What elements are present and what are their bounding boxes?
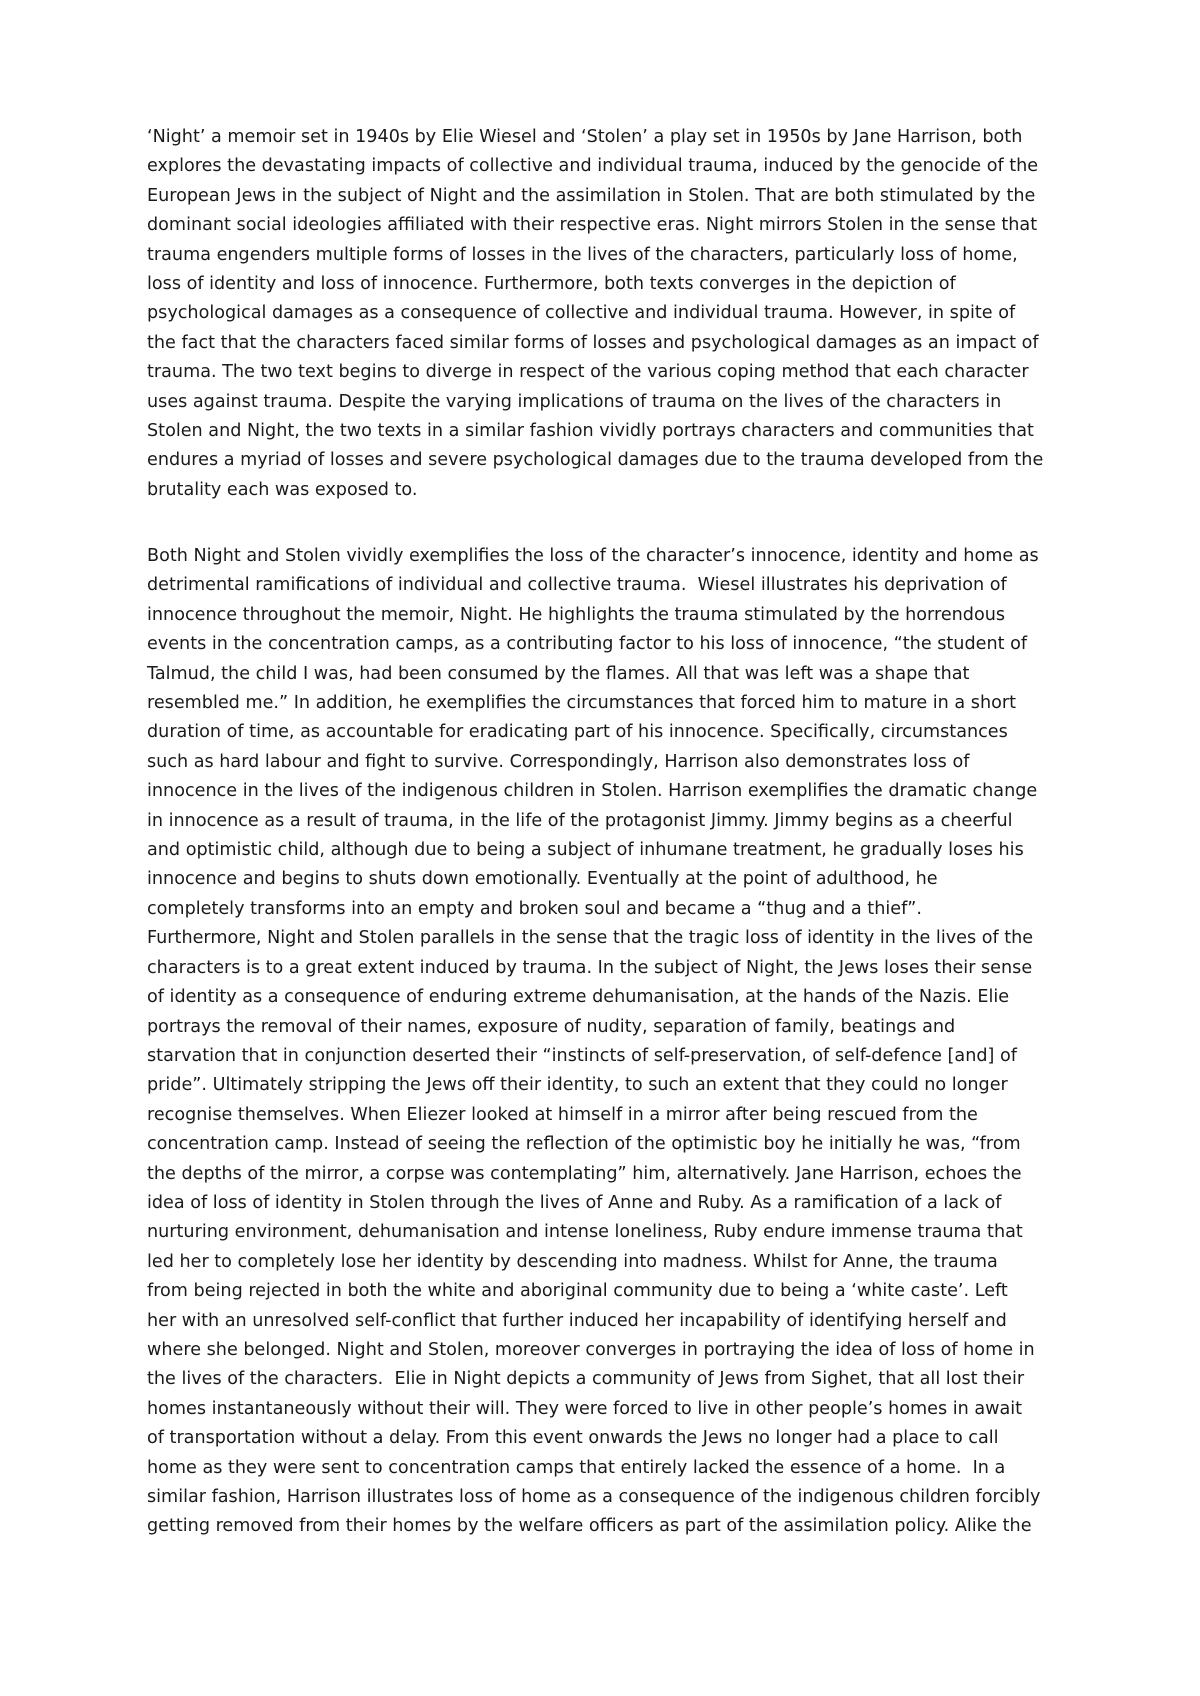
text-line: nurturing environment, dehumanisation and intense loneliness, Ruby endure immense trauma that	[147, 1222, 1023, 1243]
paragraph-2	[147, 542, 1067, 1542]
text-line: ‘Night’ a memoir set in 1940s by Elie Wiesel and ‘Stolen’ a play set in 1950s by Jane Harrison, both	[147, 127, 1023, 147]
text-line: the fact that the characters faced similar forms of losses and psychological damages as an impact of	[147, 332, 1039, 353]
text-line: concentration camp. Instead of seeing the reflection of the optimistic boy he initially he was, “from	[147, 1134, 1021, 1155]
text-line: home as they were sent to concentration camps that entirely lacked the essence of a home. In a	[147, 1457, 1006, 1478]
text-line: starvation that in conjunction deserted their “instincts of self-preservation, of self-defence [and] of	[147, 1045, 1017, 1066]
text-line: the lives of the characters. Elie in Night depicts a community of Jews from Sighet, that all lost their	[147, 1369, 1025, 1390]
text-line: European Jews in the subject of Night and the assimilation in Stolen. That are both stimulated by the	[147, 185, 1036, 206]
text-line: her with an unresolved self-conflict that further induced her incapability of identifying herself and	[147, 1310, 1007, 1331]
text-line: recognise themselves. When Eliezer looked at himself in a mirror after being rescued from the	[147, 1104, 978, 1125]
text-line: innocence throughout the memoir, Night. He highlights the trauma stimulated by the horrendous	[147, 604, 1006, 625]
text-line: innocence in the lives of the indigenous children in Stolen. Harrison exemplifies the dramatic change	[147, 781, 1038, 802]
text-line: dominant social ideologies affiliated with their respective eras. Night mirrors Stolen in the sense that	[147, 215, 1038, 236]
text-line: led her to completely lose her identity by descending into madness. Whilst for Anne, the trauma	[147, 1251, 998, 1272]
text-line: getting removed from their homes by the welfare officers as part of the assimilation policy. Alike the	[147, 1516, 1032, 1537]
text-line: idea of loss of identity in Stolen through the lives of Anne and Ruby. As a ramification of a lack of	[147, 1192, 1002, 1213]
text-line: brutality each was exposed to.	[147, 479, 418, 500]
text-line: Talmud, the child I was, had been consumed by the flames. All that was left was a shape that	[147, 663, 970, 684]
text-line: resembled me.” In addition, he exemplifies the circumstances that forced him to mature in a short	[147, 693, 1016, 714]
text-line: characters is to a great extent induced by trauma. In the subject of Night, the Jews loses their sense	[147, 957, 1033, 978]
text-line: explores the devastating impacts of collective and individual trauma, induced by the genocide of the	[147, 156, 1039, 177]
text-line: and optimistic child, although due to being a subject of inhumane treatment, he gradually loses his	[147, 840, 1024, 861]
text-line: Stolen and Night, the two texts in a similar fashion vividly portrays characters and communities that	[147, 421, 1034, 442]
text-line: portrays the removal of their names, exposure of nudity, separation of family, beatings and	[147, 1016, 956, 1037]
text-line: homes instantaneously without their will. They were forced to live in other people’s homes in await	[147, 1398, 1023, 1419]
text-line: such as hard labour and fight to survive. Correspondingly, Harrison also demonstrates loss of	[147, 751, 970, 772]
text-line: detrimental ramifications of individual and collective trauma. Wiesel illustrates his deprivation of	[147, 575, 1007, 596]
text-line: psychological damages as a consequence of collective and individual trauma. However, in spite of	[147, 303, 1016, 324]
text-line: endures a myriad of losses and severe psychological damages due to the trauma developed from the	[147, 450, 1044, 471]
text-line: Furthermore, Night and Stolen parallels in the sense that the tragic loss of identity in the lives of the	[147, 928, 1034, 949]
text-line: the depths of the mirror, a corpse was contemplating” him, alternatively. Jane Harrison, echoes the	[147, 1163, 1022, 1184]
text-line: similar fashion, Harrison illustrates loss of home as a consequence of the indigenous children forcibly	[147, 1487, 1041, 1507]
text-line: duration of time, as accountable for eradicating part of his innocence. Specifically, circumstances	[147, 722, 1008, 743]
text-line: Both Night and Stolen vividly exemplifies the loss of the character’s innocence, identity and home as	[147, 546, 1039, 566]
text-line: loss of identity and loss of innocence. Furthermore, both texts converges in the depiction of	[147, 274, 956, 295]
text-line: trauma. The two text begins to diverge in respect of the various coping method that each character	[147, 362, 1029, 383]
text-line: uses against trauma. Despite the varying implications of trauma on the lives of the characters in	[147, 391, 1002, 412]
text-line: pride”. Ultimately stripping the Jews off their identity, to such an extent that they could no longer	[147, 1075, 1008, 1096]
text-line: from being rejected in both the white and aboriginal community due to being a ‘white caste’. Left	[147, 1281, 1008, 1302]
text-line: trauma engenders multiple forms of losses in the lives of the characters, particularly loss of home,	[147, 244, 1018, 265]
text-line: in innocence as a result of trauma, in the life of the protagonist Jimmy. Jimmy begins as a cheerful	[147, 810, 1013, 831]
paragraph-1	[147, 123, 1067, 505]
text-line: events in the concentration camps, as a contributing factor to his loss of innocence, “the student of	[147, 634, 1028, 655]
text-line: where she belonged. Night and Stolen, moreover converges in portraying the idea of loss of home in	[147, 1339, 1035, 1360]
text-line: of transportation without a delay. From this event onwards the Jews no longer had a place to call	[147, 1428, 999, 1449]
text-line: of identity as a consequence of enduring extreme dehumanisation, at the hands of the Nazis. Elie	[147, 987, 1010, 1008]
text-line: completely transforms into an empty and broken soul and became a “thug and a thief”.	[147, 898, 922, 919]
text-line: innocence and begins to shuts down emotionally. Eventually at the point of adulthood, he	[147, 869, 938, 890]
